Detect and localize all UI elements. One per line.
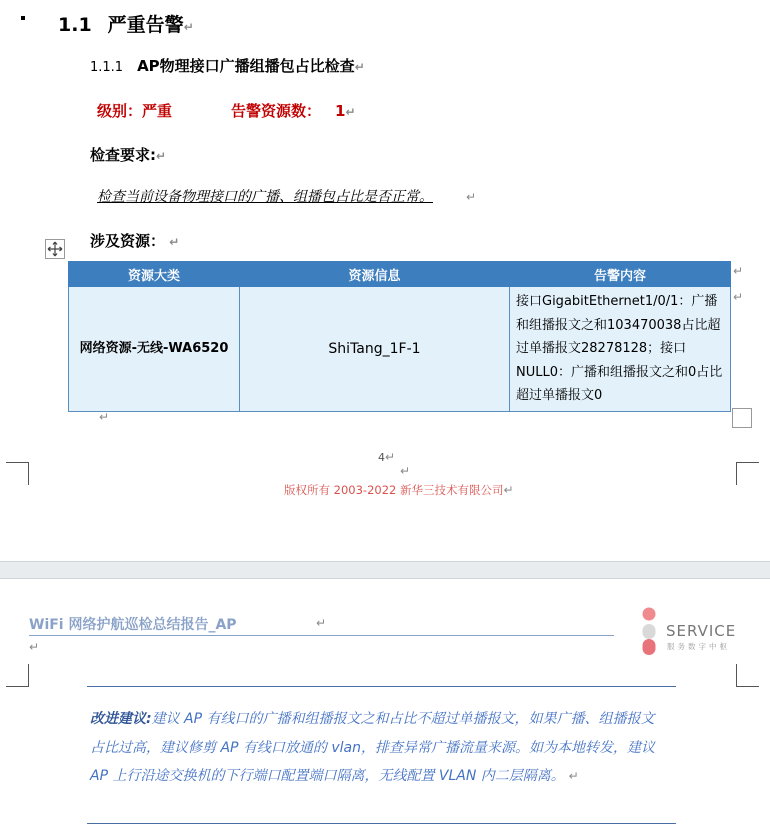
logo-subtext: 服务数字中枢 (667, 642, 730, 651)
requirement-text (97, 186, 433, 206)
advice-top-rule (87, 686, 676, 687)
paragraph-mark-icon: ↵ (400, 464, 411, 478)
paragraph-mark-icon: ↵ (165, 235, 180, 249)
heading-1 (58, 10, 194, 37)
heading-1-number: 1.1 (58, 14, 92, 36)
bullet-icon (21, 16, 25, 20)
paragraph-mark-icon: ↵ (466, 190, 477, 204)
table-resize-handle-icon[interactable] (732, 408, 752, 428)
requirement-heading (90, 144, 166, 165)
paragraph-mark-icon: ↵ (733, 264, 744, 278)
paragraph-mark-icon: ↵ (183, 20, 194, 34)
resources-heading (90, 230, 179, 251)
paragraph-mark-icon: ↵ (503, 483, 514, 497)
paragraph-mark-icon: ↵ (354, 60, 365, 74)
paragraph-mark-icon: ↵ (99, 410, 110, 424)
table-row (69, 287, 731, 412)
crop-mark (736, 462, 759, 485)
move-handle-icon[interactable] (45, 239, 65, 259)
heading-2 (90, 55, 365, 76)
alarm-count-label: 告警资源数： (231, 102, 322, 120)
service-logo-icon (640, 607, 750, 657)
page-separator (0, 561, 770, 579)
logo-text: SERVICE (666, 622, 737, 640)
paragraph-mark-icon: ↵ (29, 640, 40, 654)
cell-category: 网络资源-无线-WA6520 (69, 287, 240, 412)
copyright-text: 版权所有 2003-2022 新华三技术有限公司 (284, 483, 504, 497)
advice-bottom-rule (87, 823, 676, 824)
paragraph-mark-icon: ↵ (345, 105, 356, 119)
requirement-heading-text: 检查要求: (90, 146, 156, 164)
alarm-count-value: 1 (335, 102, 346, 120)
crop-mark (736, 664, 759, 687)
copyright (284, 482, 514, 498)
heading-2-number: 1.1.1 (90, 60, 124, 75)
page-number (378, 450, 395, 464)
severity-level (97, 100, 172, 121)
paragraph-mark-icon: ↵ (385, 450, 396, 464)
crop-mark (6, 462, 29, 485)
header-category: 资源大类 (69, 262, 240, 287)
advice-text: 建议 AP 有线口的广播和组播报文之和占比不超过单播报文，如果广播、组播报文占比过高，建议修剪 AP 有线口放通的 vlan，排查异常广播流量来源。如为本地转发，建议 AP 上行沿途交换机的下行端口配置端口隔离，无线配置 VLAN 内二层隔离。 (90, 711, 655, 784)
crop-mark (6, 664, 29, 687)
header-info: 资源信息 (240, 262, 510, 287)
paragraph-mark-icon: ↵ (156, 149, 167, 163)
header-alarm: 告警内容 (510, 262, 731, 287)
paragraph-mark-icon: ↵ (316, 616, 327, 630)
alarm-resource-count (231, 100, 356, 121)
advice-label: 改进建议: (90, 711, 152, 727)
report-header-title: WiFi 网络护航巡检总结报告_AP (29, 617, 237, 633)
page-number-text: 4 (378, 451, 385, 464)
paragraph-mark-icon: ↵ (733, 290, 744, 304)
improvement-advice (90, 705, 665, 791)
resources-heading-text: 涉及资源： (90, 232, 166, 250)
requirement-text-content: 检查当前设备物理接口的广播、组播包占比是否正常。 (97, 189, 433, 205)
paragraph-mark-icon: ↵ (564, 769, 579, 783)
heading-2-text: AP物理接口广播组播包占比检查 (137, 57, 355, 75)
cell-alarm: 接口GigabitEthernet1/0/1：广播和组播报文之和103470038占比超过单播报文28278128；接口NULL0：广播和组播报文之和0占比超过单播报文0 (510, 287, 731, 412)
heading-1-text: 严重告警 (107, 14, 184, 36)
table-header-row (69, 262, 731, 287)
severity-level-label: 级别：严重 (97, 102, 173, 120)
header-rule (29, 635, 614, 636)
cell-info: ShiTang_1F-1 (240, 287, 510, 412)
resources-table (68, 261, 731, 412)
